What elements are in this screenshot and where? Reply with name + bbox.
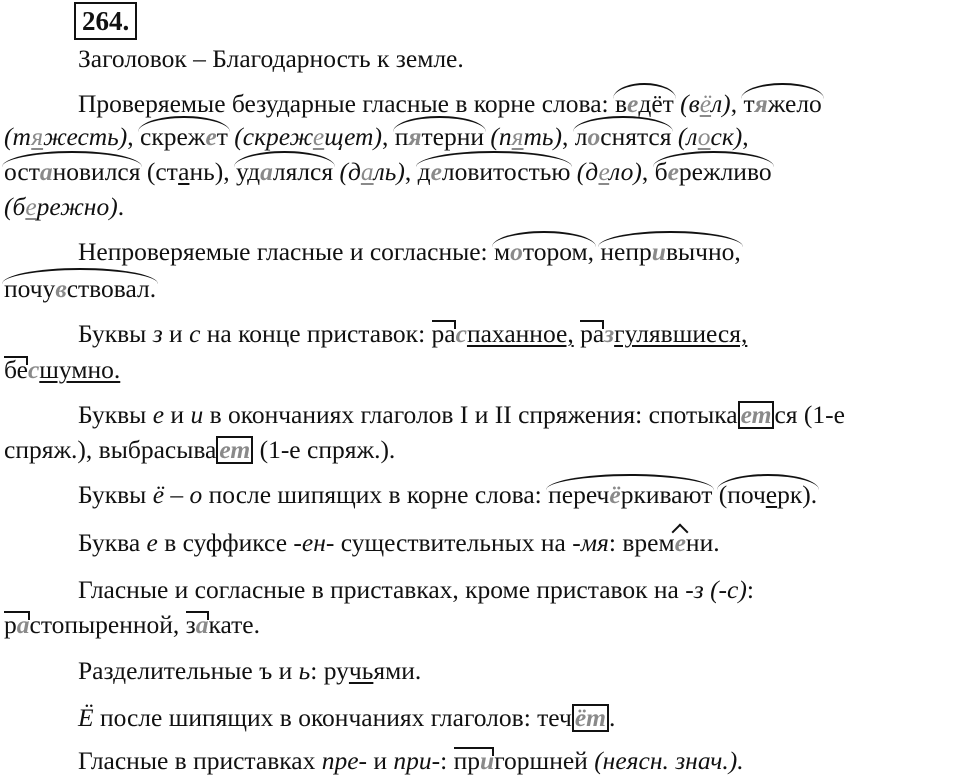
p7-line2 [4, 610, 260, 640]
p6-line1: Буква е в суффиксе -ен- существительных на -мя: времени. [78, 528, 720, 557]
p1-word-udalyalsya: удалялся [235, 157, 334, 186]
p1-word-berezhlivo: бережливо [654, 157, 772, 186]
p2-word-neprivychno: непривычно, [600, 237, 741, 266]
p7-line1: Гласные и согласные в приставках, кроме приставок на -з (-с): [78, 575, 754, 604]
p3-word-razgulyavshiesya: разгулявшиеся, [580, 319, 748, 348]
p1-word-delovitostyu: деловитостью [417, 157, 571, 186]
p8-line1: Разделительные ъ и ь: ручьями. [78, 656, 422, 685]
p1-word-pyaterni: пятерни [394, 122, 485, 151]
p4-line1: Буквы е и и в окончаниях глаголов I и II спряжения: спотыка ет ся (1-е [78, 400, 845, 429]
p1-check-berezhno: (бережно) [4, 192, 118, 221]
p1-word-tyazhelo: тяжело [743, 89, 822, 118]
p2-line2 [4, 274, 156, 304]
p1-check-skrezheshchet: (скрежещет) [234, 122, 382, 151]
p1-check-dal: (даль) [339, 157, 405, 186]
p1-word-vedet: ведёт [614, 89, 674, 118]
exercise-number: 264. [74, 2, 137, 40]
p1-check-pyat: (пять) [490, 122, 563, 151]
p1-word-skrezhet: скрежет [140, 122, 228, 151]
p1-check-delo: (дело) [576, 157, 642, 186]
p1-check-losk: (лоск) [677, 122, 743, 151]
p4-ending-box: ет [216, 436, 253, 464]
p7-word-zakate: закате. [185, 610, 260, 639]
p1-check-stan: (стань), [146, 157, 230, 186]
p9-line1: Ё после шипящих в окончаниях глаголов: теч ёт . [78, 703, 616, 732]
p2-word-pochuvstvoval: почувствовал. [4, 274, 157, 303]
p2-line1 [78, 237, 741, 267]
title-line: Заголовок – Благодарность к земле. [78, 44, 464, 73]
p1-word-ostanovilsya: остановился [4, 157, 141, 186]
p9-word-techet: теч ёт . [537, 703, 616, 732]
p1-check-tyazhest: (тяжесть) [4, 122, 128, 151]
p3-line2 [4, 355, 120, 385]
p10-word-prigorshney: пригоршней [453, 746, 588, 775]
p1-check-vel: (вёл) [680, 89, 731, 118]
p1-word-losnyatsya: лоснятся [574, 122, 672, 151]
p4-word-spotykaetsya: спотыка ет ся (1-е [648, 400, 845, 429]
p5-check-pocherk: (почерк). [718, 480, 818, 509]
p1-line4: (бережно). [4, 192, 125, 221]
p5-line1: Буквы ё – о после шипящих в корне слова: перечёркивают (почерк). [78, 480, 818, 509]
p1-line3: остановился (стань), удалялся (даль), деловитостью (дело), бережливо [4, 157, 772, 186]
p10-line1: Гласные в приставках пре- и при-: пригоршней (неясн. знач.). [78, 746, 744, 775]
p4-line2: спряж.), выбрасыва ет (1-е спряж.). [4, 435, 396, 464]
p6-word-vremeni: : времени. [608, 528, 720, 557]
p2-intro: Непроверяемые гласные и согласные: [78, 237, 488, 266]
p7-word-rastopyrennoy: растопыренной, [4, 610, 180, 639]
p3-word-raspakhannoe: распаханное, [431, 319, 574, 348]
p1-line1: Проверяемые безударные гласные в корне слова: ведёт (вёл), тяжело [78, 89, 822, 118]
p5-word-perecherkivayut: перечёркивают [548, 480, 713, 509]
p8-word-ruchyami: ручьями. [323, 656, 422, 685]
p10-note: (неясн. знач.). [594, 746, 744, 775]
p2-word-motorom: мотором, [494, 237, 595, 266]
p1-line2: (тяжесть), скрежет (скрежещет), пятерни (пять), лоснятся (лоск), [4, 122, 749, 151]
p3-word-besshumno: бесшумно. [4, 355, 121, 384]
p3-line1: Буквы з и с на конце приставок: распаханное, разгулявшиеся, [78, 319, 748, 348]
p1-intro: Проверяемые безударные гласные в корне слова: [78, 89, 609, 118]
